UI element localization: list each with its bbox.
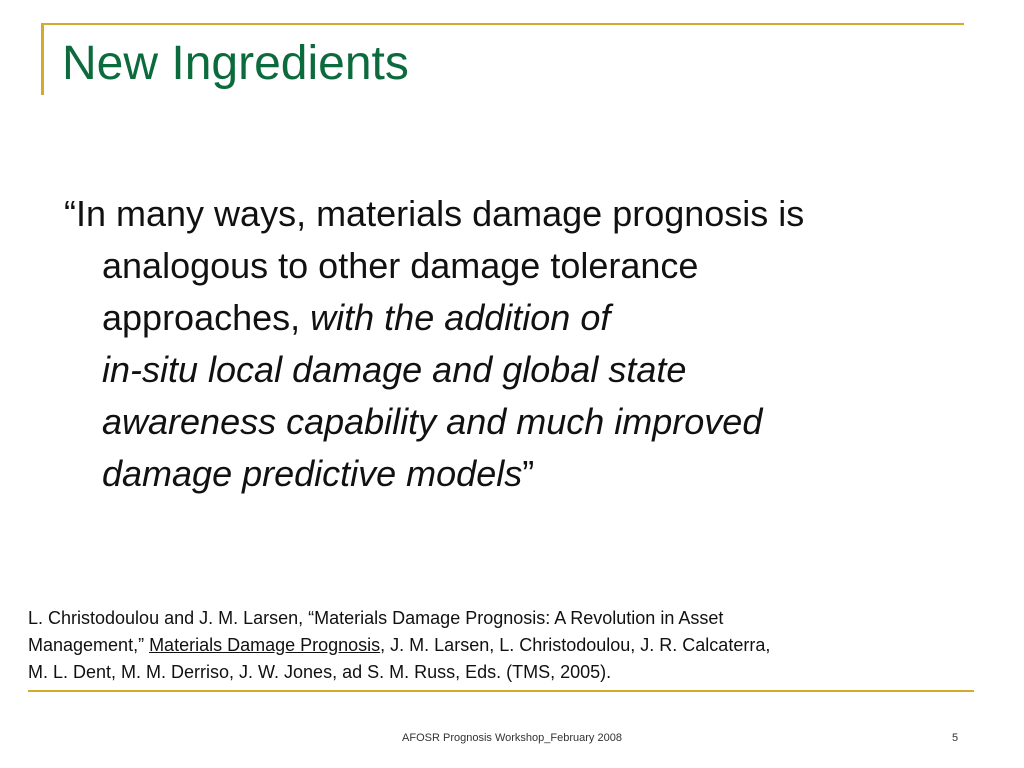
quote-line-3	[64, 292, 964, 344]
quote-closing-mark: ”	[522, 453, 535, 494]
citation-line-2	[28, 632, 988, 659]
citation-line-3: M. L. Dent, M. M. Derriso, J. W. Jones, ad S. M. Russ, Eds. (TMS, 2005).	[28, 662, 612, 682]
quote-line-1: “In many ways, materials damage prognosis is	[64, 193, 805, 234]
quote-line-3-italic: with the addition of	[310, 297, 611, 338]
citation-line-2-pre: Management,”	[28, 635, 150, 655]
quote-line-2: analogous to other damage tolerance	[102, 245, 699, 286]
citation-block	[28, 605, 988, 686]
citation-line-2-post: , J. M. Larsen, L. Christodoulou, J. R. Calcaterra,	[380, 635, 771, 655]
footer-text: AFOSR Prognosis Workshop_February 2008	[402, 732, 622, 744]
quote-block	[64, 188, 964, 500]
slide-title: New Ingredients	[62, 37, 409, 90]
quote-line-4: in-situ local damage and global state	[102, 349, 687, 390]
quote-line-3-plain: approaches,	[102, 297, 311, 338]
citation-book-title: Materials Damage Prognosis	[149, 635, 381, 655]
quote-line-5: awareness capability and much improved	[102, 401, 763, 442]
citation-line-1: L. Christodoulou and J. M. Larsen, “Materials Damage Prognosis: A Revolution in Asset	[28, 608, 724, 628]
quote-line-6	[64, 448, 964, 500]
accent-top-rule	[41, 23, 964, 25]
page-number: 5	[952, 732, 959, 744]
accent-vertical-rule	[41, 23, 44, 95]
accent-bottom-rule	[28, 690, 974, 692]
quote-line-6-italic: damage predictive models	[102, 453, 523, 494]
